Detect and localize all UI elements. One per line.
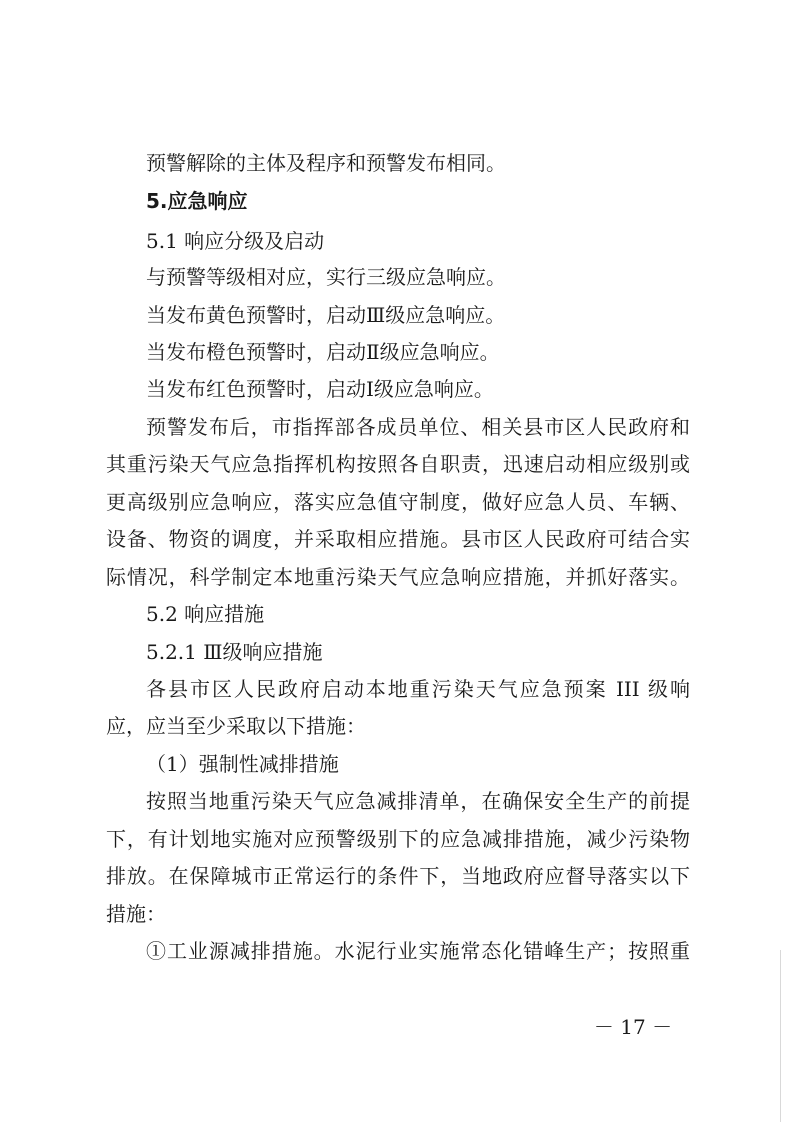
paragraph-line: 与预警等级相对应，实行三级应急响应。: [146, 265, 506, 289]
paragraph-line: 措施：: [106, 902, 166, 926]
paragraph-line: 预警发布后，市指挥部各成员单位、相关县市区人民政府和: [146, 415, 690, 439]
paragraph-line: 际情况，科学制定本地重污染天气应急响应措施，并抓好落实。: [106, 565, 690, 589]
paragraph-line: 下，有计划地实施对应预警级别下的应急减排措施，减少污染物: [106, 827, 690, 851]
paragraph-line: 应，应当至少采取以下措施：: [106, 714, 366, 738]
paragraph-line: 排放。在保障城市正常运行的条件下，当地政府应督导落实以下: [106, 864, 690, 888]
paragraph-line: 各县市区人民政府启动本地重污染天气应急预案 III 级响: [146, 677, 690, 701]
subsection-heading: 5.1 响应分级及启动: [146, 229, 325, 253]
paragraph-line: 当发布橙色预警时，启动Ⅱ级应急响应。: [146, 340, 500, 364]
list-heading: （1）强制性减排措施: [146, 752, 339, 776]
subsection-heading: 5.2 响应措施: [146, 602, 265, 626]
paragraph-line: 当发布黄色预警时，启动Ⅲ级应急响应。: [146, 303, 506, 327]
paragraph-line: 按照当地重污染天气应急减排清单，在确保安全生产的前提: [146, 789, 690, 813]
subsection-heading: 5.2.1 Ⅲ级响应措施: [146, 640, 323, 664]
paragraph-line: 预警解除的主体及程序和预警发布相同。: [146, 151, 506, 175]
paragraph-line: 更高级别应急响应，落实应急值守制度，做好应急人员、车辆、: [106, 490, 690, 514]
scan-edge-divider: [780, 950, 781, 1122]
paragraph-line: 其重污染天气应急指挥机构按照各自职责，迅速启动相应级别或: [106, 452, 690, 476]
section-heading: 5.应急响应: [146, 189, 248, 213]
paragraph-line: 设备、物资的调度，并采取相应措施。县市区人民政府可结合实: [106, 527, 690, 551]
paragraph-line: ①工业源减排措施。水泥行业实施常态化错峰生产；按照重: [146, 939, 690, 963]
paragraph-line: 当发布红色预警时，启动Ⅰ级应急响应。: [146, 377, 494, 401]
page-number: － 17 －: [593, 1015, 673, 1039]
